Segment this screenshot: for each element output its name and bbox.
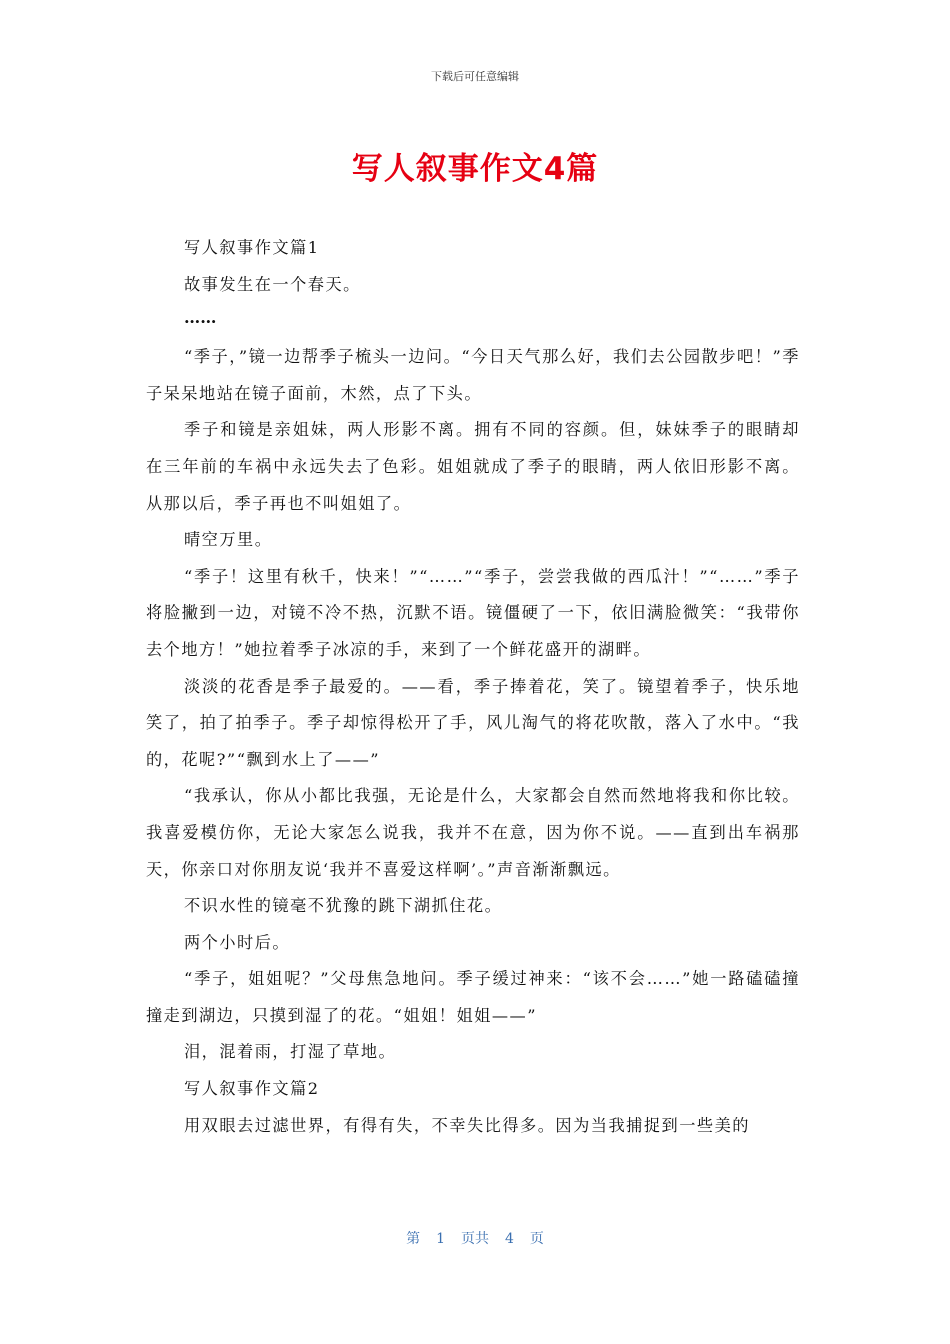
paragraph: 泪，混着雨，打湿了草地。 — [184, 1042, 397, 1062]
paragraph: “季子，”镜一边帮季子梳头一边问。“今日天气那么好，我们去公园散步吧！”季子呆呆地站在镜子面前，木然，点了下头。 — [146, 347, 800, 403]
footer-page-number: 1 — [436, 1231, 445, 1247]
paragraph: “季子，姐姐呢？”父母焦急地问。季子缓过神来：“该不会……”她一路磕磕撞撞走到湖边，只摸到湿了的花。“姐姐！姐姐——” — [146, 969, 800, 1025]
document-title: 写人叙事作文4篇 — [351, 151, 599, 187]
paragraph: 故事发生在一个春天。 — [184, 274, 361, 294]
paragraph: 淡淡的花香是季子最爱的。——看，季子捧着花，笑了。镜望着季子，快乐地笑了，拍了拍季子。季子却惊得松开了手，风儿淘气的将花吹散，落入了水中。“我的，花呢?”“飘到水上了——” — [146, 676, 800, 769]
footer-page-suffix: 页 — [529, 1231, 544, 1247]
paragraph: 两个小时后。 — [184, 932, 291, 952]
ellipsis-line: …… — [184, 308, 217, 328]
paragraph: “季子！这里有秋千，快来！”“……”“季子，尝尝我做的西瓜汁！”“……”季子将脸撇到一边，对镜不冷不热，沉默不语。镜僵硬了一下，依旧满脸微笑：“我带你去个地方！”她拉着季子冰凉的手，来到了一个鲜花盛开的湖畔。 — [146, 566, 800, 659]
section-heading-2: 写人叙事作文篇2 — [184, 1079, 320, 1099]
paragraph: “我承认，你从小都比我强，无论是什么，大家都会自然而然地将我和你比较。我喜爱模仿你，无论大家怎么说我，我并不在意，因为你不说。——直到出车祸那天，你亲口对你朋友说‘我并不喜爱这样啊’。”声音渐渐飘远。 — [146, 786, 800, 879]
paragraph: 季子和镜是亲姐妹，两人形影不离。拥有不同的容颜。但，妹妹季子的眼睛却在三年前的车祸中永远失去了色彩。姐姐就成了季子的眼睛，两人依旧形影不离。从那以后，季子再也不叫姐姐了。 — [146, 420, 800, 513]
paragraph: 用双眼去过滤世界，有得有失，不幸失比得多。因为当我捕捉到一些美的 — [184, 1115, 750, 1135]
section-heading-1: 写人叙事作文篇1 — [184, 238, 320, 257]
footer-total-word: 页共 — [461, 1231, 489, 1247]
footer-page-word: 第 — [406, 1231, 421, 1247]
footer-total-number: 4 — [505, 1231, 514, 1247]
page-footer — [0, 1228, 950, 1248]
paragraph: 不识水性的镜毫不犹豫的跳下湖抓住花。 — [184, 896, 503, 916]
document-body — [146, 230, 800, 1144]
header-note: 下载后可任意编辑 — [431, 70, 519, 83]
paragraph: 晴空万里。 — [184, 530, 273, 550]
